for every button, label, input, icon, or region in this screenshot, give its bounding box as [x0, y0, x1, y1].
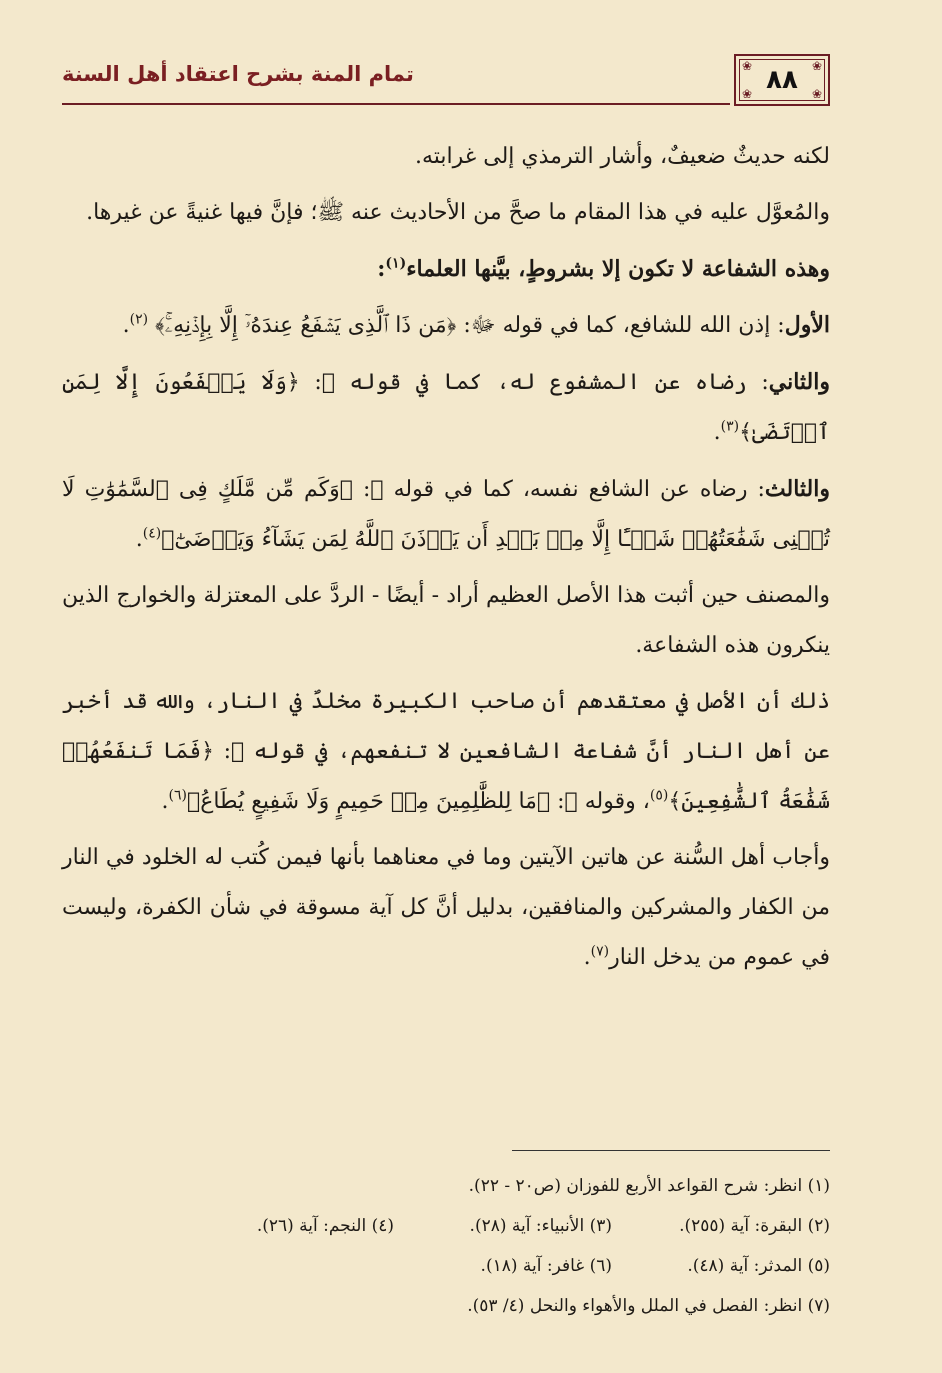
- punctuation: .: [135, 527, 143, 552]
- paragraph-text: وهذه الشفاعة لا تكون إلا بشروطٍ، بيَّنها العلماء: [406, 256, 830, 282]
- footnote-ref[interactable]: (٢): [129, 311, 149, 328]
- paragraph-text: والمُعوَّل عليه في هذا المقام ما صحَّ من الأحاديث عنه ﷺ؛ فإنَّ فيها غنيةً عن غيرها.: [86, 200, 830, 225]
- condition-label: الأول: [784, 312, 830, 338]
- footnote-ref[interactable]: (٧): [590, 943, 610, 960]
- ornament-icon: ❀: [741, 59, 753, 73]
- page-number-frame: [734, 54, 830, 106]
- footnote-5: (٥) المدثر: آية (٤٨).: [687, 1256, 830, 1276]
- ornament-icon: ❀: [811, 59, 823, 73]
- paragraph-6: [62, 464, 830, 565]
- condition-label: والثاني: [768, 369, 830, 395]
- paragraph-7: [62, 571, 830, 671]
- paragraph-3: [62, 244, 830, 294]
- condition-label: والثالث: [764, 476, 830, 502]
- footnote-divider: [512, 1150, 830, 1151]
- paragraph-text: : إذن الله للشافع، كما في قوله ﷻ: ﴿مَن ذَا ٱلَّذِى يَشۡفَعُ عِندَهُۥٓ إِلَّا بِإِذۡنِهِۦۚ﴾: [155, 313, 785, 338]
- footnote-1: (١) انظر: شرح القواعد الأربع للفوزان (ص٢٠ - ٢٢).: [468, 1176, 830, 1196]
- punctuation: .: [583, 945, 591, 970]
- footnote-ref[interactable]: (٦): [168, 787, 187, 804]
- footnote-row: [62, 1206, 830, 1246]
- footnote-ref[interactable]: (٣): [720, 418, 740, 435]
- footnote-ref[interactable]: (٥): [649, 787, 669, 804]
- ornament-icon: ❀: [811, 87, 823, 101]
- paragraph-1: [62, 132, 830, 182]
- paragraph-4: [62, 300, 830, 351]
- paragraph-text: لكنه حديثٌ ضعيفٌ، وأشار الترمذي إلى غرابته.: [414, 144, 830, 169]
- paragraph-text: : رضاه عن الشافع نفسه، كما في قوله ﷻ: ﴿وَكَم مِّن مَّلَكٍ فِى ٱلسَّمَٰوَٰتِ لَا تُغۡنِى شَفَٰعَتُهُمۡ شَيۡـًٔا إِلَّا مِنۢ بَعۡدِ أَن يَأۡذَنَ ٱللَّهُ لِمَن يَشَآءُ وَيَرۡضَىٰٓ﴾: [62, 477, 830, 552]
- header-divider: [62, 103, 730, 105]
- paragraph-5: [62, 357, 830, 458]
- paragraph-text: ذلك أن الأصل في معتقدهم أن صاحب الكبيرة مخلدٌ في النار، والله قد أخبر عن أهل النار أنَّ شفاعة الشافعين لا تنفعهم، في قوله ﷻ: ﴿فَمَا تَنفَعُهُمۡ شَفَٰعَةُ ٱلشَّٰفِعِينَ﴾: [62, 689, 830, 814]
- footnote-6: (٦) غافر: آية (١٨).: [480, 1256, 612, 1276]
- footnote-ref[interactable]: (٤): [142, 525, 162, 542]
- paragraph-text: : رضاه عن المشفوع له، كما في قوله ﷻ: ﴿وَلَا يَشۡفَعُونَ إِلَّا لِمَنِ ٱرۡتَضَىٰ﴾: [62, 370, 830, 445]
- paragraph-text: وأجاب أهل السُّنة عن هاتين الآيتين وما في معناهما بأنها فيمن كُتب له الخلود في النار من الكفار والمشركين والمنافقين، بدليل أنَّ كل آية مسوقة في شأن الكفرة، وليست في عموم من يدخل النار: [62, 845, 830, 970]
- punctuation: .: [713, 420, 721, 445]
- paragraph-8: [62, 677, 830, 827]
- paragraph-2: [62, 188, 830, 238]
- footnotes: [62, 1166, 830, 1326]
- page-header: [62, 48, 830, 112]
- punctuation: .: [161, 789, 169, 814]
- paragraph-text: والمصنف حين أثبت هذا الأصل العظيم أراد - أيضًا - الردَّ على المعتزلة والخوارج الذين ينكرون هذه الشفاعة.: [62, 583, 830, 658]
- footnote-row: [62, 1246, 830, 1286]
- running-title: تمام المنة بشرح اعتقاد أهل السنة: [62, 62, 414, 86]
- footnote-3: (٣) الأنبياء: آية (٢٨).: [469, 1216, 612, 1236]
- footnote-2: (٢) البقرة: آية (٢٥٥).: [679, 1216, 830, 1236]
- footnote-ref[interactable]: (١): [385, 255, 407, 272]
- footnote-7: (٧) انظر: الفصل في الملل والأهواء والنحل (٤/ ٥٣).: [467, 1296, 830, 1316]
- footnote-4: (٤) النجم: آية (٢٦).: [256, 1216, 394, 1236]
- ornament-icon: ❀: [741, 87, 753, 101]
- punctuation: :: [377, 256, 386, 282]
- paragraph-text: ، وقوله ﷻ: ﴿مَا لِلظَّٰلِمِينَ مِنۡ حَمِيمٍ وَلَا شَفِيعٍ يُطَاعُ﴾: [187, 789, 650, 814]
- main-text: [62, 132, 830, 989]
- punctuation: .: [122, 313, 130, 338]
- page-number: ٨٨: [766, 65, 798, 95]
- paragraph-9: [62, 833, 830, 983]
